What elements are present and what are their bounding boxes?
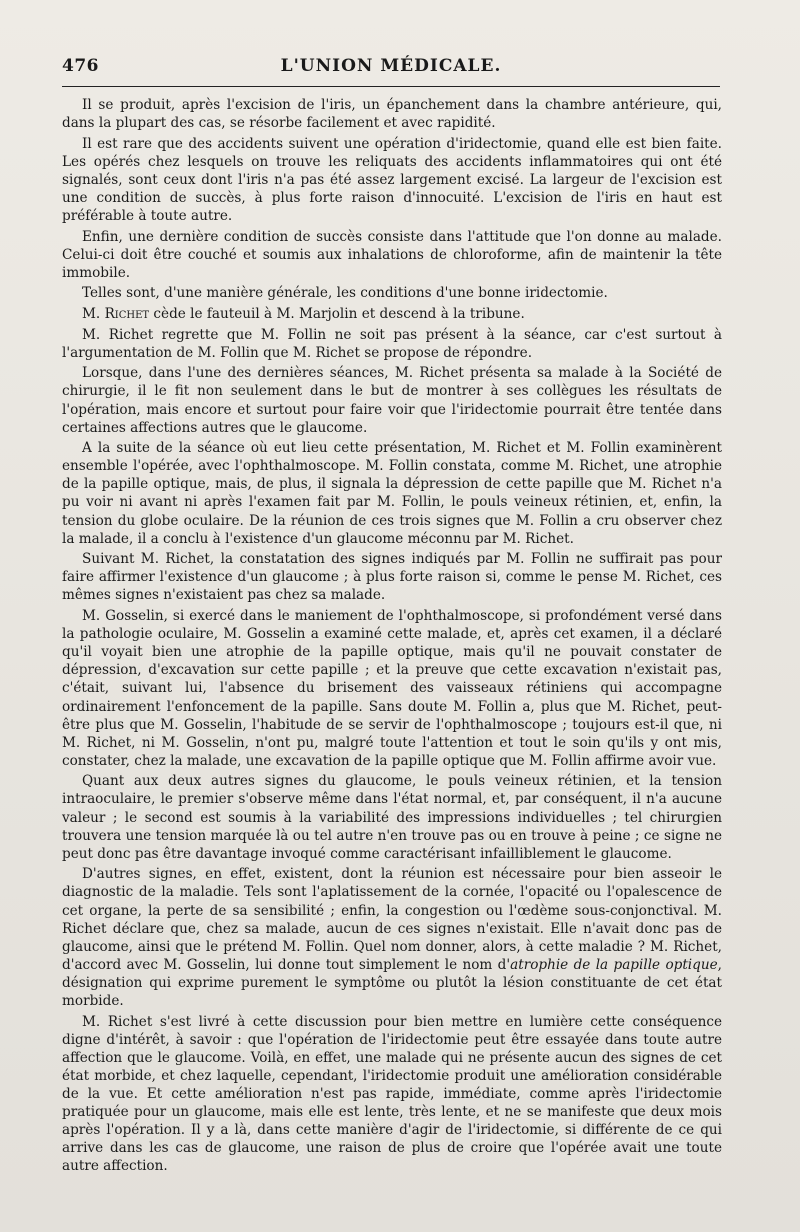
chair-note-text: cède le fauteuil à M. Marjolin et descend à la tribune. [149, 306, 525, 323]
paragraph: M. Richet regrette que M. Follin ne soit pas présent à la séance, car c'est surtout à l'argumentation de M. Follin que M. Richet se propose de répondre. [62, 326, 722, 361]
atrophy-italic-term: atrophie de la papille optique [510, 956, 718, 973]
page-number: 476 [62, 56, 99, 76]
paragraph: M. Richet s'est livré à cette discussion pour bien mettre en lumière cette conséquence digne d'intérêt, à savoir : que l'opération de l'iridectomie peut être essayée dans toute autre affection que le glaucome. Voilà, en effet, une malade qui ne présente aucun des signes de cet état morbide, et chez laquelle, cependant, l'iridectomie produit une amélioration considérable de la vue. Et cette amélioration n'est pas rapide, immédiate, comme après l'iridectomie pratiquée pour un glaucome, mais elle est lente, très lente, et ne se manifeste que deux mois après l'opération. Il y a là, dans cette manière d'agir de l'iridectomie, si différente de ce qui arrive dans les cas de glaucome, une raison de plus de croire que l'opérée avait une toute autre affection. [62, 1013, 722, 1175]
paragraph: Lorsque, dans l'une des dernières séances, M. Richet présenta sa malade à la Société de chirurgie, il le fit non seulement dans le but de montrer à ses collègues les résultats de l'opération, mais encore et surtout pour faire voir que l'iridectomie pourrait être tentée dans certaines affections autres que le glaucome. [62, 365, 722, 436]
article-body [62, 96, 722, 1178]
header-rule [62, 86, 720, 87]
paragraph: M. Gosselin, si exercé dans le maniement de l'ophthalmoscope, si profondément versé dans la pathologie oculaire, M. Gosselin a examiné cette malade, et, après cet examen, il a déclaré qu'il voyait bien une atrophie de la papille optique, mais qu'il ne pouvait constater de dépression, d'excavation sur cette papille ; et la preuve que cette excavation n'existait pas, c'était, suivant lui, l'absence du brisement des vaisseaux rétiniens qui accompagne ordinairement l'enfoncement de la papille. Sans doute M. Follin a, plus que M. Richet, peut-être plus que M. Gosselin, l'habitude de se servir de l'ophthalmoscope ; toujours est-il que, ni M. Richet, ni M. Gosselin, n'ont pu, malgré toute l'attention et tout le soin qu'ils y ont mis, constater, chez la malade, une excavation de la papille optique que M. Follin affirme avoir vue. [62, 608, 722, 769]
atrophy-text-before: D'autres signes, en effet, existent, dont la réunion est nécessaire pour bien asseoir le diagnostic de la maladie. Tels sont l'aplatissement de la cornée, l'opacité ou l'opalescence de cet organe, la perte de sa sensibilité ; enfin, la congestion ou l'œdème sous-conjonctival. M. Richet déclare que, chez sa malade, aucun de ces signes n'existait. Elle n'avait donc pas de glaucome, ainsi que le prétend M. Follin. Quel nom donner, alors, à cette maladie ? M. Richet, d'accord avec M. Gosselin, lui donne tout simplement le nom d' [62, 866, 722, 973]
paragraph: Enfin, une dernière condition de succès consiste dans l'attitude que l'on donne au malade. Celui-ci doit être couché et soumis aux inhalations de chloroforme, afin de maintenir la tête immobile. [62, 228, 722, 281]
paragraph-atrophy [62, 865, 722, 1010]
page-header [62, 54, 720, 84]
speaker-name: Richet [104, 306, 150, 323]
running-title: L'UNION MÉDICALE. [280, 56, 502, 76]
chair-note-prefix: M. [82, 306, 105, 323]
paragraph: A la suite de la séance où eut lieu cette présentation, M. Richet et M. Follin examinèrent ensemble l'opérée, avec l'ophthalmoscope. M. Follin constata, comme M. Richet, une atrophie de la papille optique, mais, de plus, il signala la dépression de cette papille que M. Richet n'a pu voir ni avant ni après l'examen fait par M. Follin, le pouls veineux rétinien, et, enfin, la tension du globe oculaire. De la réunion de ces trois signes que M. Follin a cru observer chez la malade, il a conclu à l'existence d'un glaucome méconnu par M. Richet. [62, 440, 722, 547]
paragraph: Il se produit, après l'excision de l'iris, un épanchement dans la chambre antérieure, qui, dans la plupart des cas, se résorbe facilement et avec rapidité. [62, 97, 722, 132]
paragraph: Quant aux deux autres signes du glaucome, le pouls veineux rétinien, et la tension intraoculaire, le premier s'observe même dans l'état normal, et, par conséquent, il n'a aucune valeur ; le second est soumis à la variabilité des impressions individuelles ; tel chirurgien trouvera une tension marquée là ou tel autre n'en trouve pas ou en trouve à peine ; ce signe ne peut donc pas être davantage invoqué comme caractérisant infailliblement le glaucome. [62, 773, 722, 862]
atrophy-text-after: , désignation qui exprime purement le symptôme ou plutôt la lésion constituante de cet état morbide. [62, 956, 722, 1009]
paragraph: Il est rare que des accidents suivent une opération d'iridectomie, quand elle est bien faite. Les opérés chez lesquels on trouve les reliquats des accidents inflammatoires qui ont été signalés, sont ceux dont l'iris n'a pas été assez largement excisé. La largeur de l'excision est une condition de succès, à plus forte raison d'innocuité. L'excision de l'iris en haut est préférable à toute autre. [62, 135, 722, 225]
paragraph: Suivant M. Richet, la constatation des signes indiqués par M. Follin ne suffirait pas pour faire affirmer l'existence d'un glaucome ; à plus forte raison si, comme le pense M. Richet, ces mêmes signes n'existaient pas chez sa malade. [62, 551, 722, 604]
paragraph: Telles sont, d'une manière générale, les conditions d'une bonne iridectomie. [82, 285, 608, 302]
chair-change-note [62, 305, 722, 323]
